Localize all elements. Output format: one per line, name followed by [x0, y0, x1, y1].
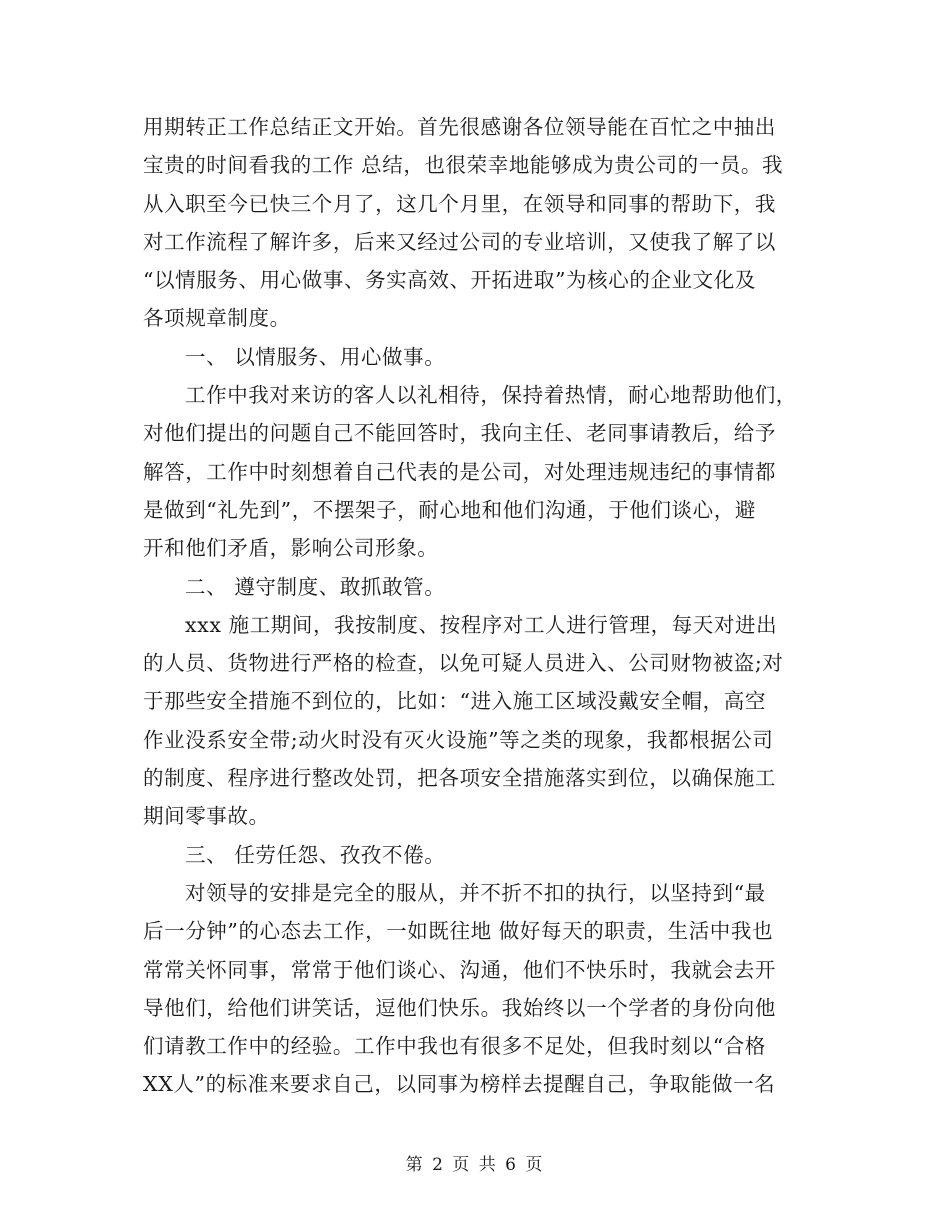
text-line: 解答，工作中时刻想着自己代表的是公司，对处理违规违纪的事情都: [143, 459, 776, 484]
text-line: XX人”的标准来要求自己，以同事为榜样去提醒自己，争取能做一名: [143, 1072, 776, 1097]
text-line: 二、 遵守制度、敢抓敢管。: [185, 574, 446, 599]
text-line: 宝贵的时间看我的工作 总结，也很荣幸地能够成为贵公司的一员。我: [143, 153, 784, 178]
text-line: 导他们，给他们讲笑话，逗他们快乐。我始终以一个学者的身份向他: [143, 995, 776, 1020]
text-line: 对领导的安排是完全的服从，并不折不扣的执行，以坚持到“最: [185, 880, 766, 905]
text-line: “以情服务、用心做事、务实高效、开拓进取”为核心的企业文化及: [143, 268, 756, 293]
text-line: 是做到“礼先到”，不摆架子，耐心地和他们沟通，于他们谈心，避: [143, 497, 756, 522]
text-line: 用期转正工作总结正文开始。首先很感谢各位领导能在百忙之中抽出: [143, 115, 776, 139]
text-line: 对他们提出的问题自己不能回答时，我向主任、老同事请教后，给予: [143, 421, 776, 446]
text-line: 开和他们矛盾，影响公司形象。: [143, 536, 439, 561]
text-line: 的制度、程序进行整改处罚，把各项安全措施落实到位，以确保施工: [143, 766, 776, 791]
text-line: 的人员、货物进行严格的检查，以免可疑人员进入、公司财物被盗;对: [143, 651, 784, 676]
text-line: 后一分钟”的心态去工作，一如既往地 做好每天的职责，生活中我也: [143, 919, 774, 944]
text-line: 常常关怀同事，常常于他们谈心、沟通，他们不快乐时，我就会去开: [143, 957, 776, 982]
text-line: 作业没系安全带;动火时没有灭火设施”等之类的现象，我都根据公司: [143, 727, 774, 752]
text-line: 于那些安全措施不到位的，比如：“进入施工区域没戴安全帽，高空: [143, 689, 766, 714]
text-line: xxx 施工期间，我按制度、按程序对工人进行管理，每天对进出: [185, 612, 778, 637]
document-body: [143, 108, 811, 1104]
text-line: 对工作流程了解许多，后来又经过公司的专业培训，又使我了解了以: [143, 229, 776, 254]
text-line: 们请教工作中的经验。工作中我也有很多不足处，但我时刻以“合格: [143, 1034, 766, 1059]
text-line: 各项规章制度。: [143, 306, 291, 331]
text-line: 一、 以情服务、用心做事。: [185, 344, 446, 369]
page-footer: 第 2 页 共 6 页: [405, 1155, 545, 1175]
text-line: 工作中我对来访的客人以礼相待，保持着热情，耐心地帮助他们，: [185, 383, 797, 408]
text-line: 三、 任劳任怨、孜孜不倦。: [185, 842, 446, 867]
text-line: 期间零事故。: [143, 804, 270, 829]
text-line: 从入职至今已快三个月了，这几个月里，在领导和同事的帮助下，我: [143, 191, 776, 216]
